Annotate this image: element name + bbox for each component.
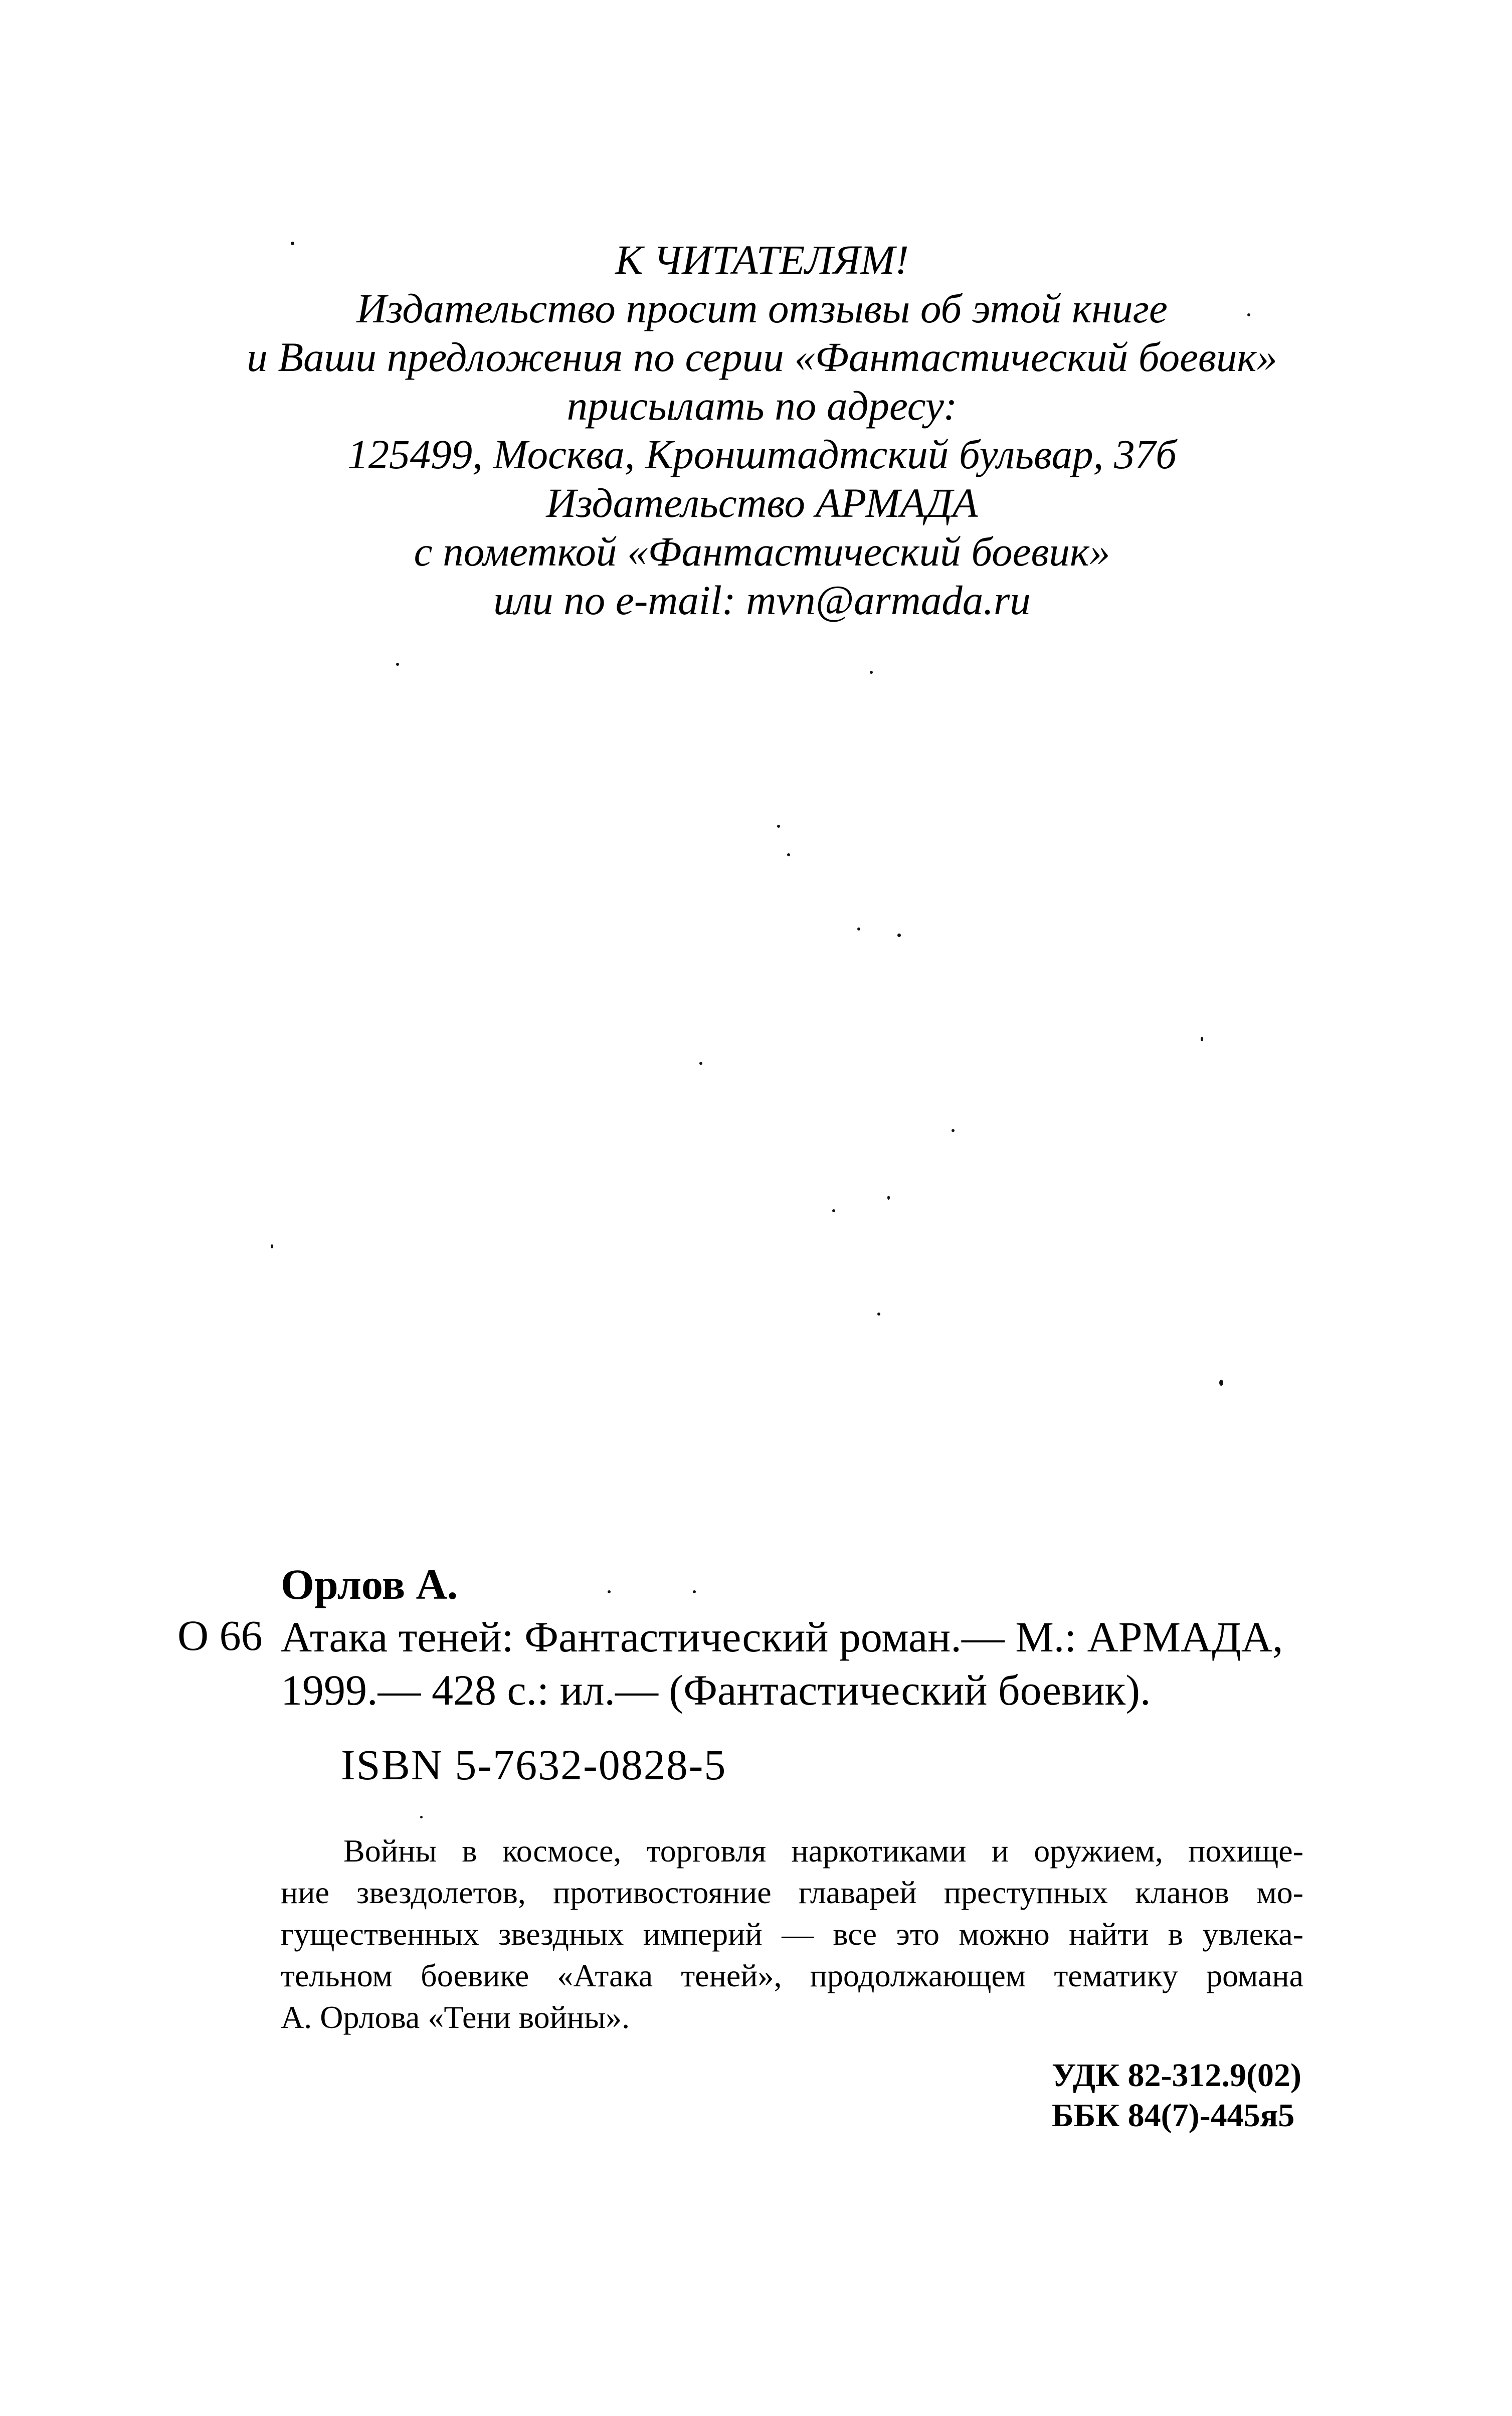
author-name: Орлов А. [281,1560,458,1608]
scan-speck [1201,1037,1203,1041]
scan-speck [877,1313,880,1316]
biblio-line: 1999.— 428 с.: ил.— (Фантастический боевик). [281,1666,1151,1714]
scan-speck [291,242,294,245]
notice-heading: К ЧИТАТЕЛЯМ! [615,237,909,283]
bbk-code: ББК 84(7)-445я5 [1052,2097,1295,2134]
scan-speck [396,663,399,666]
annotation-line: тельном боевике «Атака теней», продолжающем тематику романа [281,1958,1303,1993]
scan-speck [420,1816,423,1818]
notice-publisher: Издательство АРМАДА [546,480,978,526]
scan-speck [857,927,860,931]
annotation-line: ние звездолетов, противостояние главарей преступных кланов мо- [281,1875,1303,1910]
annotation-line: Войны в космосе, торговля наркотиками и оружием, похище- [343,1833,1303,1869]
scan-speck [699,1062,702,1065]
scan-speck [952,1129,955,1132]
notice-line: с пометкой «Фантастический боевик» [414,528,1110,575]
scan-speck [1247,313,1250,316]
scan-speck [693,1590,696,1593]
scan-speck [777,825,780,828]
annotation-line: гущественных звездных империй — все это можно найти в увлека- [281,1916,1303,1952]
notice-address: 125499, Москва, Кронштадтский бульвар, 37б [347,431,1177,477]
notice-line: Издательство просит отзывы об этой книге [356,285,1168,331]
reader-notice [221,236,1303,625]
annotation-line: А. Орлова «Тени войны». [281,1999,630,2035]
notice-email: или по e-mail: mvn@armada.ru [493,577,1031,623]
udk-code: УДК 82-312.9(02) [1052,2057,1301,2094]
biblio-line: Атака теней: Фантастический роман.— М.: АРМАДА, [281,1613,1283,1661]
bibliographic-description [281,1610,1298,1717]
notice-line: и Ваши предложения по серии «Фантастический боевик» [247,334,1277,380]
annotation [281,1830,1303,2038]
scan-speck [1219,1380,1223,1386]
library-classification [1052,2056,1301,2136]
scan-speck [870,671,873,674]
classification-code: О 66 [177,1611,263,1659]
scan-speck [897,934,901,937]
scan-speck [832,1209,835,1212]
isbn: ISBN 5-7632-0828-5 [341,1741,727,1789]
scan-speck [608,1590,611,1593]
notice-line: присылать по адресу: [566,383,958,429]
scan-speck [271,1244,273,1248]
scan-speck [887,1196,890,1200]
scan-speck [787,853,790,856]
